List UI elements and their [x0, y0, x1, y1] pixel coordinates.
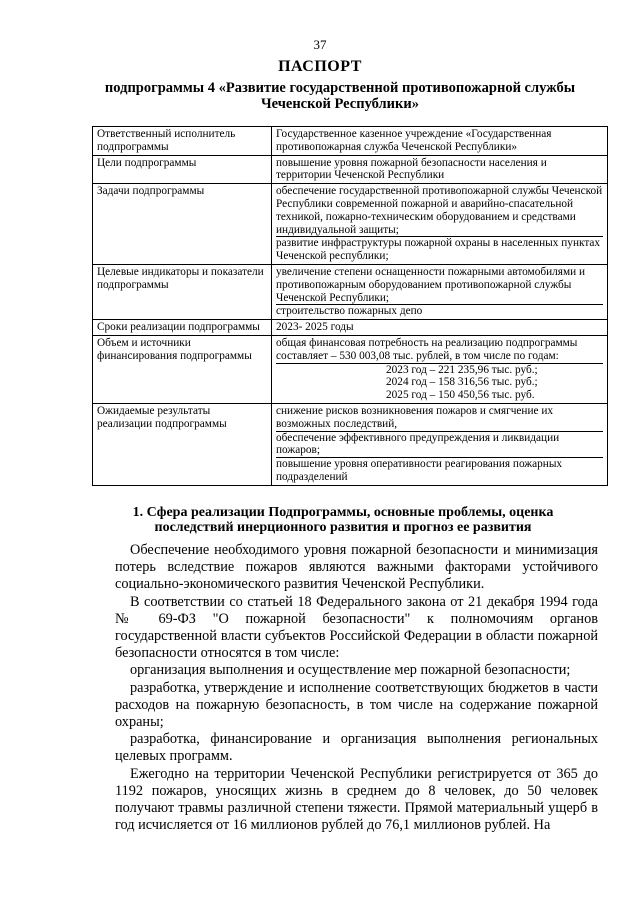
value-line: увеличение степени оснащенности пожарными автомобилями и противопожарным оборудованием противопожарной службы Чеченской Республики; — [276, 266, 603, 305]
section-heading: 1. Сфера реализации Подпрограммы, основные проблемы, оценка последствий инерционного развития и прогноз ее развития — [132, 505, 554, 535]
value-line: повышение уровня оперативности реагирования пожарных подразделений — [276, 458, 563, 483]
paragraph: разработка, финансирование и организация выполнения региональных целевых программ. — [115, 731, 598, 765]
table-row — [93, 184, 608, 265]
value-line: Государственное казенное учреждение «Государственная противопожарная служба Чеченской Республики» — [276, 128, 552, 153]
value-line: повышение уровня пожарной безопасности населения и территории Чеченской Республики — [276, 156, 547, 182]
row-value — [272, 155, 608, 184]
value-line: обеспечение эффективного предупреждения и ликвидации пожаров; — [276, 432, 603, 459]
value-line: обеспечение государственной противопожарной службы Чеченской Республики современной пожарной и аварийно-спасательной техникой, пожарно-техническим оборудованием и средствами индивидуальной защиты; — [276, 185, 603, 236]
table-row — [93, 127, 608, 156]
paragraph: Ежегодно на территории Чеченской Республики регистрируется от 365 до 1192 пожаров, уносящих жизнь в среднем до 8 человек, до 50 человек получают травмы различной степени тяжести. Прямой материальный ущерб в год исчисляется от 16 миллионов рублей до 76,1 миллионов рублей. На — [115, 765, 598, 834]
row-label: Ответственный исполнитель подпрограммы — [93, 127, 272, 156]
paragraph: Обеспечение необходимого уровня пожарной безопасности и минимизация потерь вследствие пожаров являются важными факторами устойчивого социально-экономического развития Чеченской Республики. — [115, 542, 598, 593]
table-row — [93, 335, 608, 403]
row-value — [272, 403, 608, 485]
row-value — [272, 127, 608, 156]
paragraph: организация выполнения и осуществление мер пожарной безопасности; — [130, 662, 571, 679]
row-label: Ожидаемые результаты реализации подпрограммы — [93, 403, 272, 485]
row-label: Сроки реализации подпрограммы — [93, 320, 272, 336]
row-label: Задачи подпрограммы — [93, 184, 272, 265]
table-row — [93, 155, 608, 184]
row-label: Объем и источники финансирования подпрограммы — [93, 335, 272, 403]
year-line: 2024 год – 158 316,56 тыс. руб.; — [386, 376, 538, 389]
value-line: снижение рисков возникновения пожаров и смягчение их возможных последствий, — [276, 405, 603, 432]
paragraph: разработка, утверждение и исполнение соответствующих бюджетов в части расходов на пожарную безопасность, в том числе на содержание пожарной охраны; — [115, 679, 598, 731]
row-label: Целевые индикаторы и показатели подпрограммы — [93, 264, 272, 319]
year-line: 2023 год – 221 235,96 тыс. руб.; — [386, 363, 538, 376]
table-row — [93, 264, 608, 319]
document-subtitle: подпрограммы 4 «Развитие государственной противопожарной службы Чеченской Республики» — [104, 80, 576, 112]
year-line: 2025 год – 150 450,56 тыс. руб. — [386, 389, 535, 402]
row-label: Цели подпрограммы — [93, 155, 272, 184]
passport-table — [92, 126, 608, 486]
table-row — [93, 320, 608, 336]
body-text — [115, 542, 598, 834]
page-number: 37 — [313, 37, 327, 52]
row-value — [272, 335, 608, 403]
value-line: общая финансовая потребность на реализацию подпрограммы составляет – 530 003,08 тыс. рублей, в том числе по годам: — [276, 337, 603, 364]
value-line: строительство пожарных депо — [276, 305, 423, 318]
row-value — [272, 320, 608, 336]
row-value — [272, 184, 608, 265]
table-row — [93, 403, 608, 485]
row-value — [272, 264, 608, 319]
document-title: ПАСПОРТ — [278, 58, 362, 75]
value-line: 2023- 2025 годы — [276, 321, 354, 334]
paragraph: В соответствии со статьей 18 Федерального закона от 21 декабря 1994 года № 69-ФЗ "О пожарной безопасности" к полномочиям органов государственной власти субъектов Российской Федерации в области пожарной безопасности относятся в том числе: — [115, 593, 598, 662]
value-line: развитие инфраструктуры пожарной охраны в населенных пунктах Чеченской республики; — [276, 237, 601, 263]
